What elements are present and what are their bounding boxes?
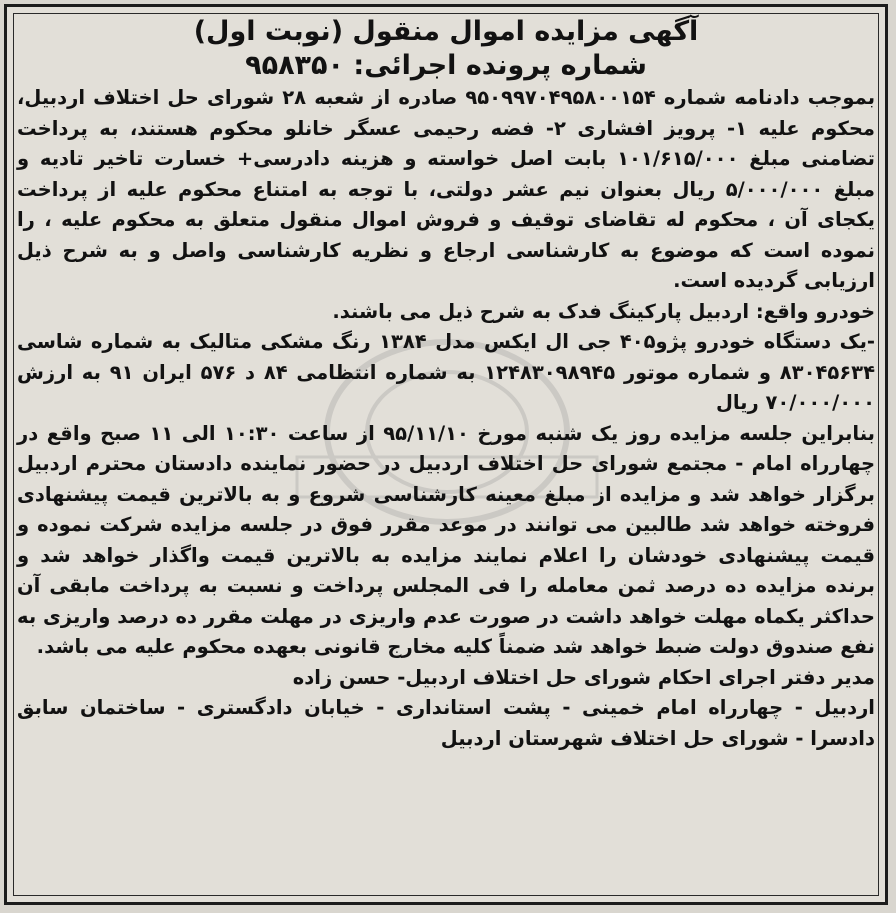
vehicle-location: خودرو واقع: اردبیل پارکینگ فدک به شرح ذیل می باشند. [332,299,875,323]
case-number-title: شماره پرونده اجرائی: ۹۵۸۳۵۰ [245,50,647,81]
address-line: اردبیل - چهارراه امام خمینی - پشت استانداری - خیابان دادگستری - ساختمان سابق دادسرا - شورای حل اختلاف شهرستان اردبیل [17,696,875,750]
auction-terms-paragraph: بنابراین جلسه مزایده روز یک شنبه مورخ ۹۵/۱۱/۱۰ از ساعت ۱۰:۳۰ الی ۱۱ صبح واقع در چهارراه امام - مجتمع شورای حل اختلاف اردبیل در حضور نماینده دادستان محترم اردبیل برگزار خواهد شد و مزایده از مبلغ معینه کارشناسی شروع و به بالاترین قیمت پیشنهادی فروخته خواهد شد طالبین می توانند در موعد مقرر فوق در جلسه مزایده شرکت نموده و قیمت پیشنهادی خودشان را اعلام نمایند مزایده به بالاترین قیمت واگذار خواهد شد و برنده مزایده ده درصد ثمن معامله را فی المجلس پرداخت و نسبت به پرداخت مابقی آن حداکثر یکماه مهلت خواهد داشت در صورت عدم واریزی در مهلت مقرر ده درصد واریزی به نفع صندوق دولت ضبط خواهد شد ضمناً کلیه مخارج قانونی بعهده محکوم علیه می باشد. [17,421,875,658]
notice-body [17,15,875,754]
notice-frame [4,4,888,905]
verdict-paragraph: بموجب دادنامه شماره ۹۵۰۹۹۷۰۴۹۵۸۰۰۱۵۴ صادره از شعبه ۲۸ شورای حل اختلاف اردبیل، محکوم علیه ۱- پرویز افشاری ۲- فضه رحیمی عسگر خانلو محکوم هستند، به پرداخت تضامنی مبلغ ۱۰۱/۶۱۵/۰۰۰ بابت اصل خواسته و هزینه دادرسی+ خسارت تاخیر تادیه و مبلغ ۵/۰۰۰/۰۰۰ ریال بعنوان نیم عشر دولتی، با توجه به امتناع محکوم علیه از پرداخت یکجای آن ، محکوم له تقاضای توقیف و فروش اموال منقول متعلق به محکوم علیه ، را نموده است که موضوع به کارشناسی ارجاع و نظریه کارشناسی واصل و به شرح ذیل ارزیابی گردیده است. [17,86,876,292]
notice-title: آگهی مزایده اموال منقول (نوبت اول) [193,16,699,47]
signature-line: مدیر دفتر اجرای احکام شورای حل اختلاف اردبیل- حسن زاده [292,665,875,689]
vehicle-description: -یک دستگاه خودرو پژو۴۰۵ جی ال ایکس مدل ۱۳۸۴ رنگ مشکی متالیک به شماره شاسی ۸۳۰۴۵۶۳۴ و شماره موتور ۱۲۴۸۳۰۹۸۹۴۵ به شماره انتظامی ۸۴ د ۵۷۶ ایران ۹۱ به ارزش ۷۰/۰۰۰/۰۰۰ ریال [17,330,875,414]
